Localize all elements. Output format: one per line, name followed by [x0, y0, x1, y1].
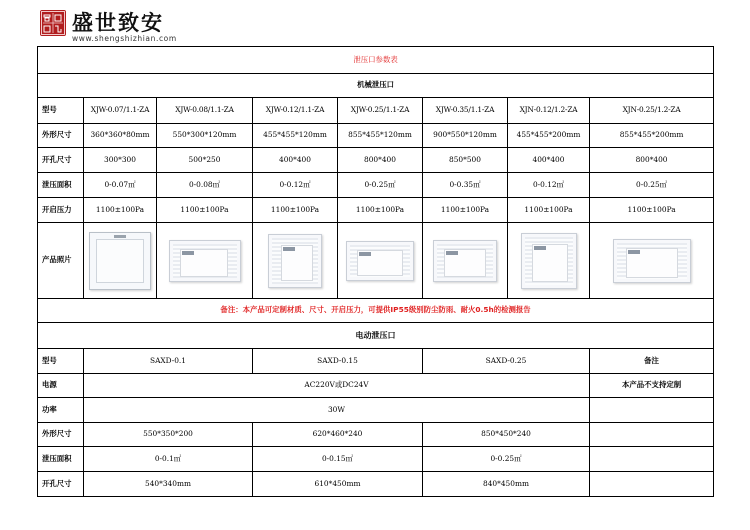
table-cell: 0-0.08㎡: [157, 173, 253, 198]
table-cell: [590, 423, 714, 447]
electric-opening-row: [38, 472, 714, 497]
table-cell: 540*340mm: [84, 472, 253, 497]
table-cell: 900*550*120mm: [423, 124, 508, 148]
row-label: 泄压面积: [38, 447, 84, 472]
electric-area-row: [38, 447, 714, 472]
product-photo-cell: [590, 223, 714, 299]
table-cell: 620*460*240: [253, 423, 423, 447]
mechanical-photo-row: [38, 223, 714, 299]
table-cell: 0-0.25㎡: [590, 173, 714, 198]
table-cell: 0-0.35㎡: [423, 173, 508, 198]
note-text: 备注：本产品可定制材质、尺寸、开启压力，可提供IP55级别防尘防雨、耐火0.5h的检测报告: [38, 299, 714, 323]
mechanical-opening-row: [38, 148, 714, 173]
table-cell: 400*400: [253, 148, 338, 173]
mechanical-note-row: [38, 299, 714, 323]
product-photo-cell: [338, 223, 423, 299]
row-label: 外形尺寸: [38, 423, 84, 447]
row-label: 开孔尺寸: [38, 472, 84, 497]
electric-power-supply-row: [38, 374, 714, 398]
remark-text: 本产品不支持定制: [590, 374, 714, 398]
table-cell: 855*455*200mm: [590, 124, 714, 148]
mechanical-model-row: [38, 98, 714, 124]
table-cell: 30W: [84, 398, 590, 423]
table-cell: 1100±100Pa: [157, 198, 253, 223]
louvered-vent-icon: [169, 240, 241, 282]
louvered-vent-icon: [346, 241, 414, 281]
table-cell: 855*455*120mm: [338, 124, 423, 148]
table-cell: 1100±100Pa: [590, 198, 714, 223]
brand-seal-icon: [40, 10, 66, 36]
table-cell: 1100±100Pa: [84, 198, 157, 223]
table-cell: SAXD-0.1: [84, 349, 253, 374]
table-cell: 360*360*80mm: [84, 124, 157, 148]
table-cell: XJN-0.12/1.2-ZA: [508, 98, 590, 124]
brand-name: 盛世致安: [72, 10, 164, 35]
table-cell: XJW-0.35/1.1-ZA: [423, 98, 508, 124]
table-cell: 0-0.25㎡: [423, 447, 590, 472]
row-label: 电源: [38, 374, 84, 398]
product-photo-cell: [253, 223, 338, 299]
remark-label: 备注: [590, 349, 714, 374]
table-cell: 0-0.12㎡: [508, 173, 590, 198]
flat-panel-vent-icon: [89, 232, 151, 290]
table-cell: 610*450mm: [253, 472, 423, 497]
table-cell: [590, 472, 714, 497]
electric-model-row: [38, 349, 714, 374]
table-title-row: [38, 47, 714, 74]
brand-url: www.shengshizhian.com: [72, 34, 177, 43]
electric-section-row: [38, 323, 714, 349]
mechanical-pressure-row: [38, 198, 714, 223]
row-label: 功率: [38, 398, 84, 423]
table-cell: 400*400: [508, 148, 590, 173]
electric-section-title: 电动泄压口: [38, 323, 714, 349]
table-cell: 1100±100Pa: [423, 198, 508, 223]
table-cell: 0-0.1㎡: [84, 447, 253, 472]
table-cell: XJW-0.08/1.1-ZA: [157, 98, 253, 124]
table-cell: SAXD-0.15: [253, 349, 423, 374]
table-cell: 850*500: [423, 148, 508, 173]
louvered-vent-icon: [433, 240, 497, 282]
row-label: 泄压面积: [38, 173, 84, 198]
table-cell: 550*300*120mm: [157, 124, 253, 148]
mechanical-dimensions-row: [38, 124, 714, 148]
table-cell: 800*400: [590, 148, 714, 173]
table-cell: 1100±100Pa: [253, 198, 338, 223]
table-cell: 0-0.15㎡: [253, 447, 423, 472]
row-label: 型号: [38, 349, 84, 374]
table-cell: 500*250: [157, 148, 253, 173]
table-cell: [590, 447, 714, 472]
table-cell: XJW-0.25/1.1-ZA: [338, 98, 423, 124]
table-cell: XJW-0.07/1.1-ZA: [84, 98, 157, 124]
table-cell: 0-0.25㎡: [338, 173, 423, 198]
parameter-table: [37, 46, 714, 497]
mechanical-section-title: 机械泄压口: [38, 74, 714, 98]
row-label: 外形尺寸: [38, 124, 84, 148]
product-photo-cell: [84, 223, 157, 299]
mechanical-section-row: [38, 74, 714, 98]
table-cell: 0-0.12㎡: [253, 173, 338, 198]
row-label: 产品照片: [38, 223, 84, 299]
table-cell: 455*455*200mm: [508, 124, 590, 148]
mechanical-area-row: [38, 173, 714, 198]
row-label: 开启压力: [38, 198, 84, 223]
table-cell: 0-0.07㎡: [84, 173, 157, 198]
electric-power-row: [38, 398, 714, 423]
product-photo-cell: [508, 223, 590, 299]
louvered-vent-icon: [613, 239, 691, 283]
louvered-vent-icon: [268, 234, 322, 288]
table-cell: SAXD-0.25: [423, 349, 590, 374]
table-cell: 550*350*200: [84, 423, 253, 447]
table-cell: 455*455*120mm: [253, 124, 338, 148]
table-cell: 850*450*240: [423, 423, 590, 447]
table-cell: 800*400: [338, 148, 423, 173]
table-cell: 1100±100Pa: [338, 198, 423, 223]
table-cell: 1100±100Pa: [508, 198, 590, 223]
row-label: 型号: [38, 98, 84, 124]
product-photo-cell: [157, 223, 253, 299]
table-cell: XJW-0.12/1.1-ZA: [253, 98, 338, 124]
electric-dimensions-row: [38, 423, 714, 447]
table-cell: 300*300: [84, 148, 157, 173]
product-photo-cell: [423, 223, 508, 299]
row-label: 开孔尺寸: [38, 148, 84, 173]
table-cell: [590, 398, 714, 423]
table-cell: 840*450mm: [423, 472, 590, 497]
table-cell: AC220V或DC24V: [84, 374, 590, 398]
table-cell: XJN-0.25/1.2-ZA: [590, 98, 714, 124]
louvered-vent-icon: [521, 233, 577, 289]
table-title: 泄压口参数表: [38, 47, 714, 74]
